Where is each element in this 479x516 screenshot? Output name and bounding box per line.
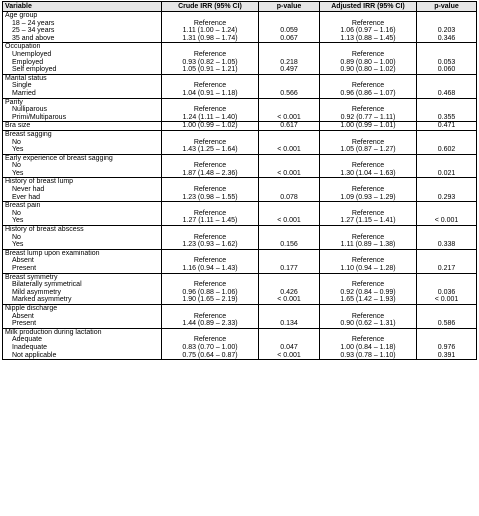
adjusted-p-value-cell: [417, 74, 477, 98]
crude-irr-value: Reference: [193, 162, 227, 170]
group-name: Occupation: [5, 43, 41, 51]
crude-p-value-value: < 0.001: [277, 146, 301, 154]
crude-p-value-cell: [259, 249, 320, 273]
variable-cell: [3, 202, 162, 226]
adjusted-p-value-value: < 0.001: [434, 296, 459, 304]
crude-irr-cell: [162, 226, 259, 250]
crude-irr-value: Reference: [193, 82, 227, 90]
adjusted-irr-value: 1.10 (0.94 – 1.28): [340, 265, 396, 272]
crude-p-value-cell: [259, 154, 320, 178]
adjusted-irr-value: 0.92 (0.77 – 1.11): [340, 113, 396, 121]
adjusted-p-value-value: 0.060: [437, 66, 456, 74]
crude-irr-value: Reference: [193, 281, 227, 289]
adjusted-p-value-value: 0.021: [437, 169, 456, 177]
crude-p-value-value: 0.067: [280, 34, 298, 42]
group-name: Milk production during lactation: [5, 328, 102, 336]
adjusted-irr-value: 0.89 (0.80 – 1.00): [340, 58, 396, 66]
table-row: [3, 226, 477, 250]
variable-cell: [3, 178, 162, 202]
adjusted-p-value-value: 0.346: [437, 34, 456, 42]
crude-irr-value: 0.93 (0.82 – 1.05): [182, 58, 238, 66]
header-variable: Variable: [3, 2, 162, 12]
group-name: History of breast abscess: [5, 226, 84, 234]
crude-p-value-value: < 0.001: [277, 296, 301, 304]
crude-p-value-value: 0.426: [280, 288, 298, 296]
irr-table-container: [2, 1, 476, 360]
adjusted-p-value-value: 0.338: [437, 241, 456, 249]
crude-irr-value: Reference: [193, 19, 227, 27]
level-label: Adequate: [12, 336, 42, 344]
level-label: No: [12, 209, 21, 217]
adjusted-irr-value: 0.92 (0.84 – 0.99): [340, 288, 396, 296]
table-row: [3, 74, 477, 98]
adjusted-irr-cell: [320, 328, 417, 359]
adjusted-irr-cell: [320, 130, 417, 154]
crude-p-value-cell: [259, 43, 320, 74]
variable-cell: [3, 328, 162, 359]
level-label: 18 – 24 years: [12, 19, 55, 27]
table-row: [3, 98, 477, 122]
variable-cell: [3, 226, 162, 250]
adjusted-irr-cell: [320, 202, 417, 226]
table-row: [3, 328, 477, 359]
adjusted-p-value-cell: [417, 122, 477, 131]
level-label: No: [12, 162, 21, 170]
level-label: Nulliparous: [12, 106, 48, 114]
header-crude-irr: Crude IRR (95% CI): [162, 2, 259, 12]
level-label: Self employed: [12, 66, 57, 74]
crude-p-value-cell: [259, 12, 320, 43]
crude-irr-value: 1.31 (0.98 – 1.74): [182, 34, 238, 42]
adjusted-irr-value: Reference: [351, 281, 385, 289]
adjusted-irr-value: Reference: [351, 82, 385, 90]
level-label: Yes: [12, 146, 24, 154]
crude-p-value-value: 0.156: [280, 241, 298, 249]
adjusted-p-value-cell: [417, 98, 477, 122]
level-label: Present: [12, 320, 37, 328]
header-row: [3, 2, 477, 12]
level-label: Mild asymmetry: [12, 288, 62, 296]
level-label: Ever had: [12, 193, 41, 201]
variable-cell: [3, 273, 162, 304]
group-name: History of breast lump: [5, 178, 74, 186]
crude-p-value-cell: [259, 273, 320, 304]
variable-cell: [3, 304, 162, 328]
variable-cell: [3, 98, 162, 122]
crude-irr-value: Reference: [193, 257, 227, 265]
crude-p-value-value: 0.617: [280, 122, 298, 130]
adjusted-p-value-value: 0.203: [437, 27, 456, 35]
crude-irr-cell: [162, 122, 259, 131]
table-row: [3, 130, 477, 154]
crude-irr-cell: [162, 273, 259, 304]
crude-irr-value: 1.05 (0.91 – 1.21): [182, 66, 238, 74]
table-row: [3, 178, 477, 202]
variable-cell: [3, 12, 162, 43]
crude-irr-cell: [162, 12, 259, 43]
group-name: Marital status: [5, 74, 47, 82]
level-label: 25 – 34 years: [12, 27, 55, 35]
adjusted-irr-value: 1.11 (0.89 – 1.38): [340, 241, 396, 249]
adjusted-irr-value: 1.27 (1.15 – 1.41): [340, 217, 396, 225]
crude-irr-cell: [162, 304, 259, 328]
table-row: [3, 122, 477, 131]
adjusted-irr-value: 1.06 (0.97 – 1.16): [340, 27, 396, 35]
group-name: Early experience of breast sagging: [5, 154, 113, 162]
crude-p-value-value: < 0.001: [277, 169, 301, 177]
crude-p-value-value: 0.047: [280, 343, 298, 351]
group-name: Breast symmetry: [5, 273, 58, 281]
adjusted-irr-value: Reference: [351, 19, 385, 27]
crude-irr-value: 1.16 (0.94 – 1.43): [182, 265, 238, 272]
adjusted-irr-value: 1.05 (0.87 – 1.27): [340, 146, 396, 154]
adjusted-p-value-value: < 0.001: [434, 217, 459, 225]
adjusted-irr-value: 1.00 (0.84 – 1.18): [340, 343, 396, 351]
crude-p-value-value: 0.177: [280, 265, 298, 272]
adjusted-irr-value: 1.13 (0.88 – 1.45): [340, 34, 396, 42]
crude-irr-value: 0.96 (0.88 – 1.06): [182, 288, 238, 296]
adjusted-p-value-cell: [417, 154, 477, 178]
group-name: Breast sagging: [5, 130, 52, 138]
crude-p-value-value: < 0.001: [277, 217, 301, 225]
crude-p-value-cell: [259, 328, 320, 359]
table-row: [3, 202, 477, 226]
adjusted-irr-value: 0.93 (0.78 – 1.10): [340, 351, 396, 359]
level-label: Unemployed: [12, 50, 52, 58]
adjusted-p-value-value: 0.586: [437, 320, 456, 328]
crude-irr-value: 1.27 (1.11 – 1.45): [182, 217, 238, 225]
crude-p-value-cell: [259, 202, 320, 226]
crude-p-value-cell: [259, 130, 320, 154]
level-label: Single: [12, 82, 32, 90]
level-label: Present: [12, 265, 37, 272]
crude-irr-value: 1.44 (0.89 – 2.33): [182, 320, 238, 328]
adjusted-p-value-cell: [417, 43, 477, 74]
adjusted-irr-value: Reference: [351, 257, 385, 265]
crude-irr-value: Reference: [193, 106, 227, 114]
group-name: Bra size: [5, 122, 31, 130]
adjusted-p-value-cell: [417, 130, 477, 154]
crude-irr-cell: [162, 130, 259, 154]
adjusted-irr-value: Reference: [351, 138, 385, 146]
table-row: [3, 249, 477, 273]
adjusted-p-value-value: 0.602: [437, 146, 456, 154]
level-label: Yes: [12, 241, 24, 249]
adjusted-irr-cell: [320, 98, 417, 122]
adjusted-irr-value: 1.09 (0.93 – 1.29): [340, 193, 396, 201]
variable-cell: [3, 74, 162, 98]
adjusted-irr-value: 1.30 (1.04 – 1.63): [340, 169, 396, 177]
level-label: Marked asymmetry: [12, 296, 72, 304]
adjusted-p-value-value: 0.293: [437, 193, 456, 201]
adjusted-p-value-value: 0.391: [437, 351, 456, 359]
level-label: No: [12, 138, 21, 146]
variable-cell: [3, 43, 162, 74]
crude-irr-value: Reference: [193, 233, 227, 241]
adjusted-irr-cell: [320, 226, 417, 250]
crude-irr-value: 0.83 (0.70 – 1.00): [182, 343, 238, 351]
adjusted-p-value-cell: [417, 273, 477, 304]
variable-cell: [3, 130, 162, 154]
crude-irr-value: 1.04 (0.91 – 1.18): [182, 89, 238, 97]
crude-irr-cell: [162, 74, 259, 98]
level-label: Yes: [12, 169, 24, 177]
adjusted-irr-cell: [320, 154, 417, 178]
crude-p-value-value: 0.134: [280, 320, 298, 328]
crude-irr-value: 1.23 (0.98 – 1.55): [182, 193, 238, 201]
level-label: Not applicable: [12, 351, 57, 359]
crude-irr-value: 1.43 (1.25 – 1.64): [182, 146, 238, 154]
group-name: Breast pain: [5, 202, 41, 210]
table-row: [3, 154, 477, 178]
crude-p-value-cell: [259, 74, 320, 98]
crude-irr-value: 1.00 (0.99 – 1.02): [182, 122, 238, 130]
group-name: Parity: [5, 98, 23, 106]
crude-irr-cell: [162, 154, 259, 178]
adjusted-p-value-value: 0.355: [437, 113, 456, 121]
group-name: Breast lump upon examination: [5, 249, 100, 257]
adjusted-p-value-cell: [417, 202, 477, 226]
crude-p-value-value: < 0.001: [277, 351, 301, 359]
adjusted-p-value-cell: [417, 328, 477, 359]
crude-irr-value: 1.23 (0.93 – 1.62): [182, 241, 238, 249]
crude-p-value-value: 0.218: [280, 58, 298, 66]
adjusted-irr-cell: [320, 249, 417, 273]
level-label: Absent: [12, 257, 34, 265]
adjusted-p-value-value: 0.217: [437, 265, 456, 272]
adjusted-irr-value: Reference: [351, 106, 385, 114]
variable-cell: [3, 249, 162, 273]
adjusted-irr-value: Reference: [351, 233, 385, 241]
adjusted-irr-value: 1.00 (0.99 – 1.01): [340, 122, 396, 130]
crude-irr-cell: [162, 43, 259, 74]
crude-irr-cell: [162, 98, 259, 122]
crude-irr-value: Reference: [193, 209, 227, 217]
table-row: [3, 43, 477, 74]
crude-irr-value: 1.90 (1.65 – 2.19): [182, 296, 238, 304]
level-label: Inadequate: [12, 343, 48, 351]
level-label: Never had: [12, 186, 45, 194]
adjusted-irr-value: Reference: [351, 50, 385, 58]
crude-irr-value: 1.24 (1.11 – 1.40): [182, 113, 238, 121]
crude-irr-value: Reference: [193, 336, 227, 344]
header-adjusted-p-value: p-value: [417, 2, 477, 12]
level-label: Primi/Multiparous: [12, 113, 67, 121]
adjusted-irr-value: 1.65 (1.42 – 1.93): [340, 296, 396, 304]
crude-p-value-value: 0.059: [280, 27, 298, 35]
crude-p-value-cell: [259, 304, 320, 328]
crude-irr-value: Reference: [193, 186, 227, 194]
adjusted-p-value-cell: [417, 304, 477, 328]
adjusted-irr-cell: [320, 74, 417, 98]
crude-irr-cell: [162, 328, 259, 359]
crude-p-value-value: 0.078: [280, 193, 298, 201]
level-label: 35 and above: [12, 34, 55, 42]
adjusted-irr-cell: [320, 12, 417, 43]
adjusted-irr-value: Reference: [351, 336, 385, 344]
level-label: Yes: [12, 217, 24, 225]
adjusted-p-value-cell: [417, 178, 477, 202]
variable-cell: [3, 154, 162, 178]
crude-irr-value: Reference: [193, 50, 227, 58]
level-label: No: [12, 233, 21, 241]
adjusted-p-value-value: 0.036: [437, 288, 456, 296]
adjusted-irr-cell: [320, 122, 417, 131]
crude-irr-value: 1.11 (1.00 – 1.24): [182, 27, 238, 35]
table-row: [3, 273, 477, 304]
crude-p-value-value: 0.497: [280, 66, 298, 74]
adjusted-irr-cell: [320, 304, 417, 328]
crude-irr-cell: [162, 178, 259, 202]
crude-irr-value: Reference: [193, 138, 227, 146]
group-name: Nipple discharge: [5, 304, 58, 312]
variable-cell: [3, 122, 162, 131]
header-adjusted-irr: Adjusted IRR (95% CI): [320, 2, 417, 12]
adjusted-irr-value: 0.96 (0.86 – 1.07): [340, 89, 396, 97]
adjusted-irr-cell: [320, 43, 417, 74]
crude-p-value-value: < 0.001: [277, 113, 301, 121]
adjusted-p-value-value: 0.053: [437, 58, 456, 66]
adjusted-p-value-value: 0.471: [437, 122, 456, 130]
crude-p-value-cell: [259, 122, 320, 131]
adjusted-irr-value: 0.90 (0.62 – 1.31): [340, 320, 396, 328]
adjusted-irr-cell: [320, 273, 417, 304]
crude-irr-value: 0.75 (0.64 – 0.87): [182, 351, 238, 359]
table-row: [3, 12, 477, 43]
adjusted-irr-value: Reference: [351, 186, 385, 194]
adjusted-p-value-value: 0.468: [437, 89, 456, 97]
crude-irr-cell: [162, 202, 259, 226]
table-body: [3, 12, 477, 360]
crude-irr-value: Reference: [193, 312, 227, 320]
crude-p-value-cell: [259, 98, 320, 122]
level-label: Employed: [12, 58, 44, 66]
crude-p-value-value: 0.566: [280, 89, 298, 97]
adjusted-irr-value: Reference: [351, 312, 385, 320]
header-crude-p-value: p-value: [259, 2, 320, 12]
level-label: Bilaterally symmetrical: [12, 281, 82, 289]
adjusted-p-value-cell: [417, 226, 477, 250]
crude-irr-cell: [162, 249, 259, 273]
crude-irr-value: 1.87 (1.48 – 2.36): [182, 169, 238, 177]
level-label: Absent: [12, 312, 34, 320]
group-name: Age group: [5, 12, 38, 19]
crude-p-value-cell: [259, 178, 320, 202]
adjusted-irr-value: Reference: [351, 162, 385, 170]
level-label: Married: [12, 89, 36, 97]
table-row: [3, 304, 477, 328]
crude-p-value-cell: [259, 226, 320, 250]
adjusted-p-value-cell: [417, 12, 477, 43]
adjusted-irr-value: 0.90 (0.80 – 1.02): [340, 66, 396, 74]
adjusted-irr-cell: [320, 178, 417, 202]
adjusted-irr-value: Reference: [351, 209, 385, 217]
irr-table: [2, 1, 477, 360]
adjusted-p-value-cell: [417, 249, 477, 273]
adjusted-p-value-value: 0.976: [437, 343, 456, 351]
